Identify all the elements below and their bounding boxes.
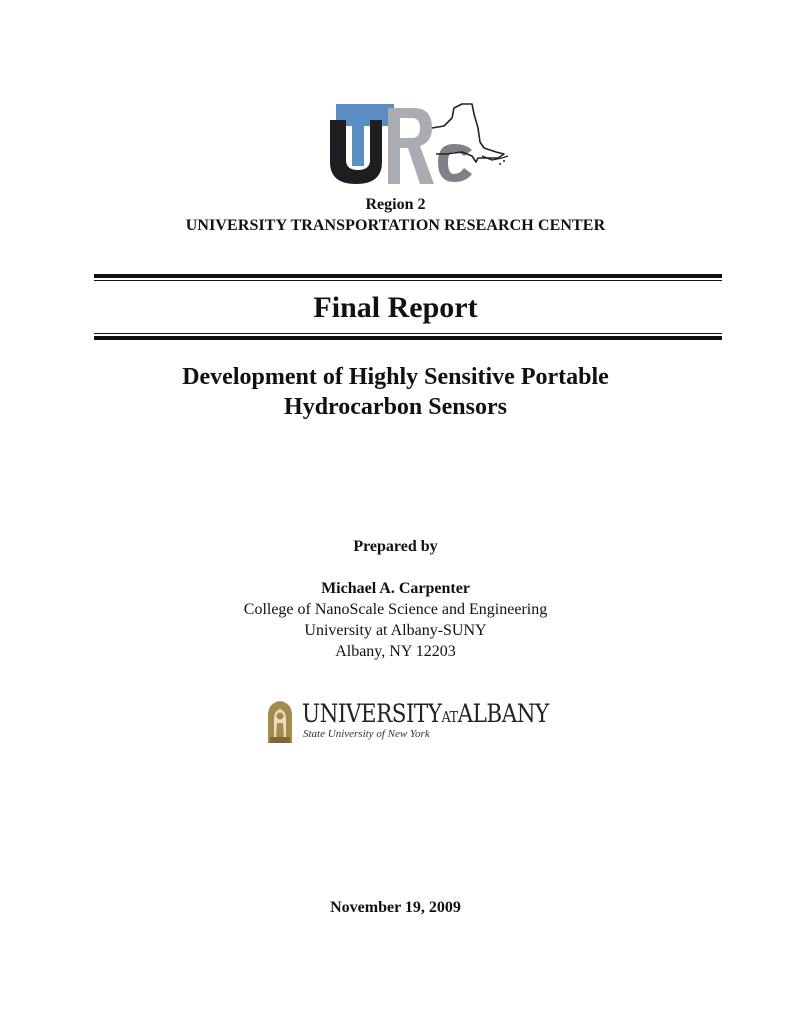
prepared-by-label: Prepared by bbox=[353, 538, 438, 555]
affiliation-college: College of NanoScale Science and Engineering bbox=[243, 601, 548, 618]
albany-wordmark: UNIVERSITYATALBANY bbox=[302, 699, 549, 728]
report-heading: Final Report bbox=[313, 291, 478, 324]
report-date: November 19, 2009 bbox=[330, 899, 461, 916]
report-title-line-2: Hydrocarbon Sensors bbox=[284, 394, 507, 420]
center-name: UNIVERSITY TRANSPORTATION RESEARCH CENTER bbox=[185, 217, 606, 234]
divider-bottom-thin bbox=[94, 333, 722, 334]
divider-top-thin bbox=[94, 280, 722, 281]
albany-seal-icon bbox=[264, 699, 296, 743]
region-label: Region 2 bbox=[365, 196, 426, 213]
university-at-albany-logo bbox=[262, 697, 549, 745]
utrc-logo bbox=[326, 98, 512, 190]
report-title-line-1: Development of Highly Sensitive Portable bbox=[182, 364, 609, 390]
affiliation-university: University at Albany-SUNY bbox=[304, 622, 487, 639]
affiliation-address: Albany, NY 12203 bbox=[335, 643, 456, 660]
albany-subtitle: State University of New York bbox=[303, 728, 430, 740]
author-name: Michael A. Carpenter bbox=[321, 580, 470, 597]
divider-bottom bbox=[94, 336, 722, 340]
divider-top bbox=[94, 274, 722, 278]
